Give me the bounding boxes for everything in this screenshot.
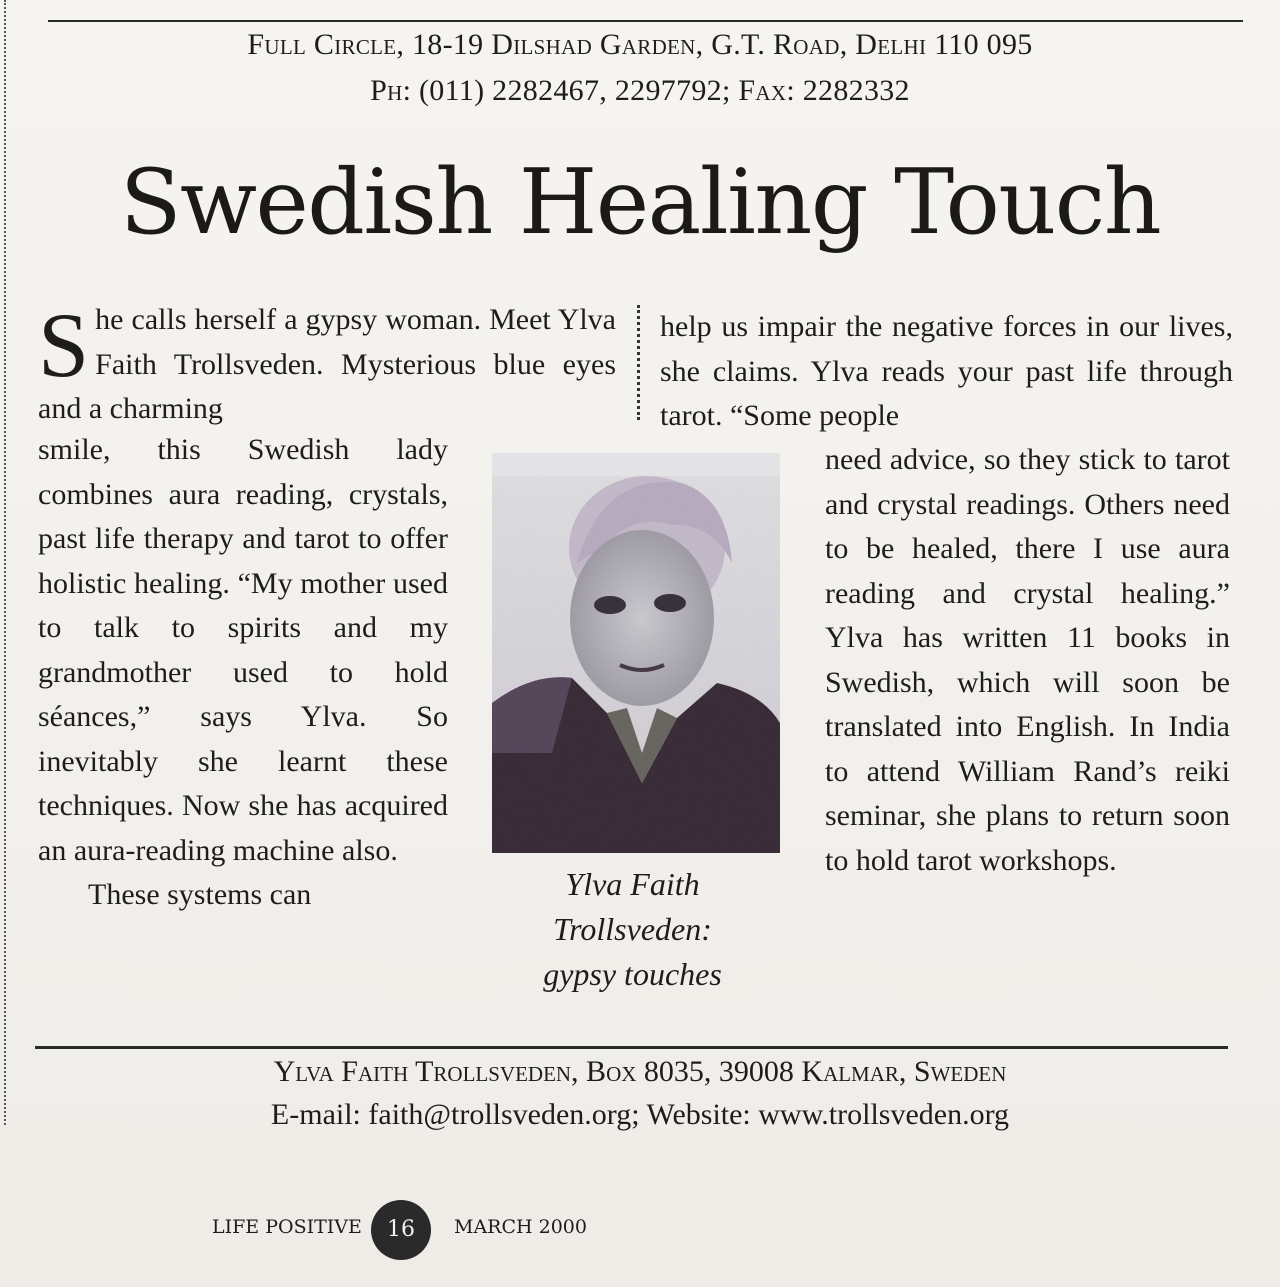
column-left-top [38,294,616,432]
publication-name: LIFE POSITIVE [212,1216,362,1238]
drop-cap: S [38,294,90,396]
page-number-badge: 16 [371,1200,431,1260]
caption-line-2: Trollsveden: [553,911,712,947]
contact-address: Ylva Faith Trollsveden, Box 8035, 39008 Kalmar, Sweden [273,1055,1007,1088]
portrait-photo [492,453,780,853]
header-phone: Ph: (011) 2282467, 2297792; Fax: 2282332 [370,74,910,107]
right-top-text: help us impair the negative forces in our lives, she claims. Ylva reads your past life through tarot. “Some people [660,310,1233,432]
column-right-top [660,305,1233,439]
left-lower-text: smile, this Swedish lady combines aura reading, crystals, past life therapy and tarot to offer holistic healing. “My mother used to talk to spirits and my grandmother used to hold séances,” says Ylva. So inevitably she learnt these techniques. Now she has acquired an aura-reading machine also. [38,433,448,867]
intro-text: he calls herself a gypsy woman. Meet Ylva Faith Trollsveden. Mysterious blue eyes and a charming [38,303,616,425]
portrait-image [492,453,780,853]
column-right-lower [825,438,1230,883]
caption-line-3: gypsy touches [543,956,722,992]
column-separator [637,305,640,420]
page-folio [0,1200,1280,1260]
bottom-rule [35,1046,1228,1049]
header-address: Full Circle, 18-19 Dilshad Garden, G.T. Road, Delhi 110 095 [247,28,1033,61]
contact-line-2: E-mail: faith@trollsveden.org; Website: www.trollsveden.org [270,1098,1010,1131]
issue-date: MARCH 2000 [454,1216,587,1238]
photo-caption [500,862,765,997]
top-rule [48,20,1243,22]
column-left-lower [38,428,448,918]
right-lower-text: need advice, so they stick to tarot and crystal readings. Others need to be healed, there I use aura reading and crystal healing.” Ylva has written 11 books in Swedish, which will soon be translated into English. In India to attend William Rand’s reiki seminar, she plans to return soon to hold tarot workshops. [825,443,1230,877]
left-para2-text: These systems can [88,878,312,911]
article-title: Swedish Healing Touch [119,150,1161,255]
contact-email-website [0,1098,1280,1132]
caption-line-1: Ylva Faith [565,866,700,902]
